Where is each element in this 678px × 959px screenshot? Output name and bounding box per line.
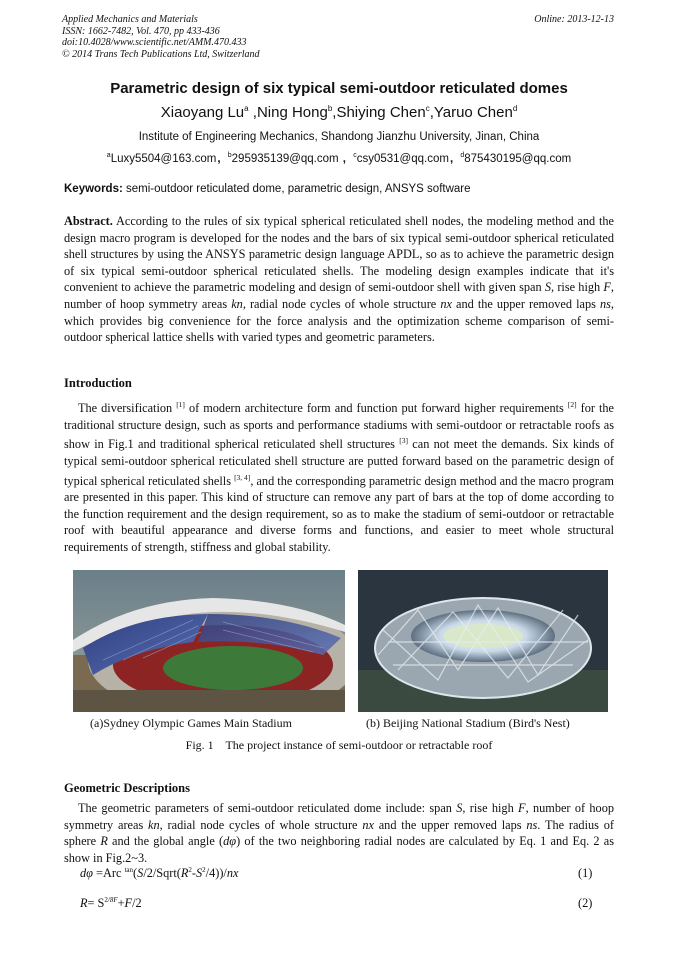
geo-text: . The radius of sphere bbox=[64, 817, 614, 849]
journal-copyright: © 2014 Trans Tech Publications Ltd, Switzerland bbox=[62, 48, 260, 60]
var-dphi: dφ bbox=[223, 834, 237, 849]
email-link[interactable]: Luxy5504@163.com bbox=[110, 152, 217, 165]
keywords-text: semi-outdoor reticulated dome, parametric design, ANSYS software bbox=[122, 183, 471, 195]
eq-var: nx bbox=[226, 866, 239, 881]
abstract-text: and the upper removed laps bbox=[451, 296, 600, 311]
paper-title: Parametric design of six typical semi-outdoor reticulated domes bbox=[110, 80, 568, 97]
author-sep: , bbox=[248, 104, 257, 121]
var-S: S bbox=[544, 280, 552, 295]
geo-text: , radial node cycles of whole structure bbox=[159, 817, 363, 832]
abstract-text: , which provides big convenience for the force analysis and the optimization scheme comparison of semi-outdoor spherical lattice shells with varied types and geometric parameters. bbox=[64, 296, 614, 345]
abstract-label: Abstract. bbox=[64, 214, 113, 228]
var-kn: kn bbox=[231, 296, 243, 311]
email-list bbox=[0, 152, 678, 165]
intro-text: can not meet the demands. Six kinds of typical semi-outdoor spherical reticulated shell structure are putted forward based on the parametric design of typical spherical reticulated shells bbox=[64, 437, 614, 488]
author-sep: , bbox=[429, 104, 434, 121]
geo-text: and the global angle ( bbox=[107, 834, 224, 849]
eq-text: /2/Sqrt( bbox=[143, 866, 181, 881]
intro-text: The diversification bbox=[78, 401, 177, 416]
eq-var: R bbox=[180, 866, 189, 881]
section-heading-geometric: Geometric Descriptions bbox=[64, 781, 191, 795]
email-link[interactable]: csy0531@qq.com bbox=[356, 152, 449, 165]
figure-birds-nest bbox=[358, 570, 608, 712]
figure-caption-b: (b) Beijing National Stadium (Bird's Nest) bbox=[366, 716, 570, 730]
intro-text: for the traditional structure design, such as sports and performance stadiums with semi-outdoor or retractable roofs as show in Fig.1 and traditional spherical reticulated shell structures bbox=[64, 401, 615, 452]
eq-text: + bbox=[117, 896, 125, 911]
author-sep: , bbox=[332, 104, 337, 121]
author-name: Shiying Chen bbox=[336, 104, 426, 121]
author-affil: b bbox=[327, 104, 333, 113]
citation[interactable]: [3, 4] bbox=[234, 472, 251, 482]
eq-var: S bbox=[196, 866, 203, 881]
var-F: F bbox=[603, 280, 611, 295]
abstract-text: , rise high bbox=[551, 280, 604, 295]
introduction-paragraph bbox=[64, 397, 614, 556]
institution: Institute of Engineering Mechanics, Shandong Jianzhu University, Jinan, China bbox=[138, 131, 540, 143]
var-ns: ns bbox=[599, 296, 611, 311]
equation-2 bbox=[80, 896, 142, 911]
section-heading-introduction: Introduction bbox=[64, 376, 132, 390]
email-sep: , bbox=[339, 152, 346, 165]
abstract-text: According to the rules of six typical spherical reticulated shell nodes, the modeling method and the design macro program is developed for the nodes and the bars of six typical semi-outdoor spherical reticulated shell structures by using the ANSYS parametric design language APDL, so as to achieve the parametric design of six typical semi-outdoor spherical reticulated shells. The modeling design examples indicate that it's convenient to achieve the parametric modeling and design of semi-outdoor shell with given span bbox=[64, 214, 614, 295]
equation-2-number: (2) bbox=[578, 896, 593, 910]
keywords-label: Keywords: bbox=[64, 183, 123, 195]
eq-var: F bbox=[124, 896, 133, 911]
intro-text: , and the corresponding parametric design method and the macro program are presented in this paper. This kind of structure can remove any part of bars at the top of dome according to the function requirement and the design requirement, so as to make the stadium of semi-outdoor or retractable roof with beautiful appearance and diverse forms and functions, and easier to meet whole structural requirements of strength, stiffness and global stability. bbox=[64, 473, 614, 555]
journal-doi: doi:10.4028/www.scientific.net/AMM.470.433 bbox=[62, 37, 247, 48]
eq-text: ( bbox=[133, 866, 138, 881]
birds-nest-image bbox=[358, 570, 608, 712]
figure-caption: Fig. 1 The project instance of semi-outdoor or retractable roof bbox=[185, 738, 493, 752]
email-link[interactable]: 875430195@qq.com bbox=[464, 152, 572, 165]
var-kn: kn bbox=[148, 817, 160, 832]
figure-caption-a: (a)Sydney Olympic Games Main Stadium bbox=[90, 716, 292, 730]
citation[interactable]: [1] bbox=[176, 400, 185, 409]
citation[interactable]: [2] bbox=[567, 400, 577, 409]
geo-text: and the upper removed laps bbox=[373, 817, 527, 832]
email-affil: a bbox=[106, 152, 111, 159]
geometric-paragraph bbox=[64, 800, 614, 866]
author-list bbox=[0, 104, 678, 121]
figure-sydney-stadium bbox=[73, 570, 345, 712]
author-affil: a bbox=[244, 104, 249, 113]
email-affil: d bbox=[460, 152, 465, 159]
email-link[interactable]: 295935139@qq.com bbox=[231, 152, 339, 165]
journal-name: Applied Mechanics and Materials bbox=[62, 14, 198, 25]
eq-var: R bbox=[80, 896, 88, 911]
email-sep: , bbox=[449, 152, 454, 165]
geo-text: , rise high bbox=[462, 801, 519, 815]
author-name: Yaruo Chen bbox=[433, 104, 513, 121]
abstract bbox=[64, 213, 614, 346]
var-nx: nx bbox=[440, 296, 452, 311]
eq-sup: /8F bbox=[107, 896, 118, 904]
var-S: S bbox=[456, 801, 463, 815]
eq-sup: 2 bbox=[202, 866, 206, 874]
geo-text: , number of hoop symmetry areas bbox=[64, 801, 614, 832]
eq-text: = S bbox=[87, 896, 105, 911]
citation[interactable]: [3] bbox=[399, 436, 408, 446]
equation-1-number: (1) bbox=[578, 866, 593, 880]
author-name: Ning Hong bbox=[256, 104, 328, 121]
journal-issn: ISSN: 1662-7482, Vol. 470, pp 433-436 bbox=[62, 25, 220, 37]
email-affil: b bbox=[227, 152, 232, 159]
author-name: Xiaoyang Lu bbox=[160, 104, 245, 121]
eq-var: S bbox=[137, 866, 144, 881]
email-sep: , bbox=[217, 152, 221, 165]
eq-var: dφ bbox=[80, 866, 93, 881]
abstract-text: , radial node cycles of whole structure bbox=[242, 296, 441, 311]
intro-text: of modern architecture form and function put forward higher requirements bbox=[184, 401, 568, 416]
author-affil: c bbox=[425, 104, 430, 113]
equation-1 bbox=[80, 866, 238, 881]
eq-text: /4))/ bbox=[205, 866, 227, 881]
keywords bbox=[64, 183, 471, 195]
abstract-text: , number of hoop symmetry areas bbox=[64, 280, 614, 311]
var-ns: ns bbox=[526, 817, 538, 832]
author-affil: d bbox=[512, 104, 518, 113]
sydney-stadium-image bbox=[73, 570, 345, 712]
eq-text: =Arc bbox=[92, 866, 125, 881]
var-R: R bbox=[100, 834, 108, 849]
eq-sup: tan bbox=[124, 866, 134, 874]
var-F: F bbox=[518, 801, 526, 815]
email-affil: c bbox=[353, 152, 357, 159]
geo-text: ) of the two neighboring radial nodes are calculated by Eq. 1 and Eq. 2 as show in Fig.2~3. bbox=[64, 834, 615, 865]
journal-header bbox=[62, 14, 260, 60]
eq-sup: 2 bbox=[188, 866, 192, 874]
geo-text: The geometric parameters of semi-outdoor reticulated dome include: span bbox=[78, 801, 457, 815]
online-date: Online: 2013-12-13 bbox=[534, 14, 614, 25]
eq-sup: 2 bbox=[104, 896, 108, 904]
eq-text: /2 bbox=[132, 896, 142, 911]
var-nx: nx bbox=[362, 817, 374, 832]
eq-text: - bbox=[191, 866, 197, 881]
